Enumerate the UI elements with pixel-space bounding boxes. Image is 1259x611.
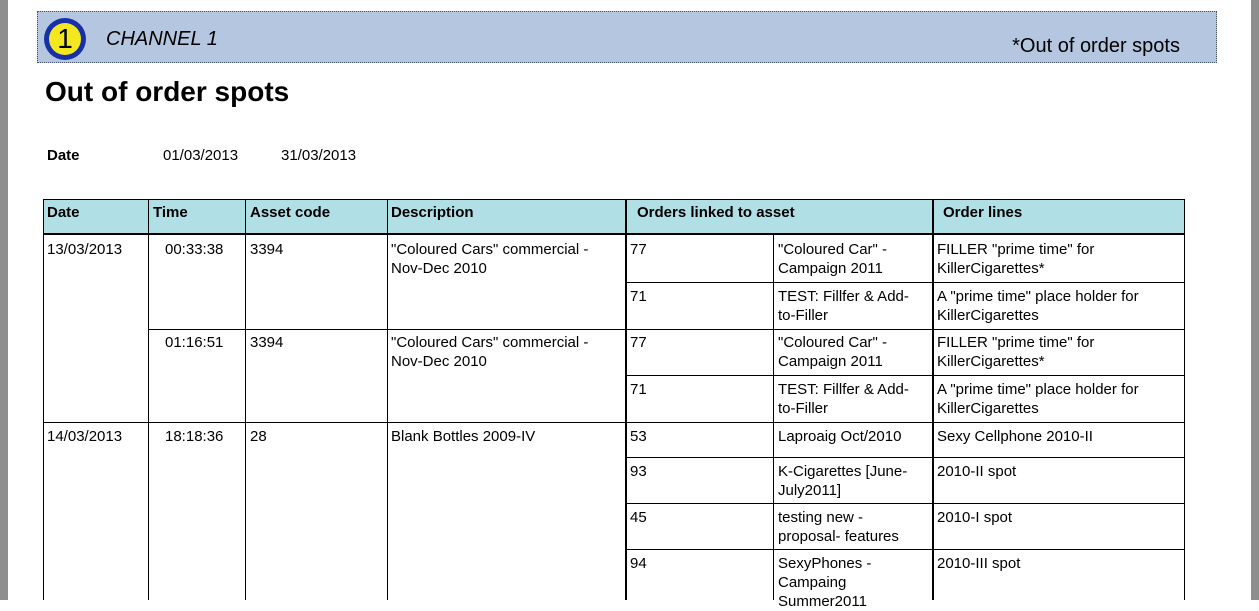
column-header-orders-linked: Orders linked to asset	[637, 204, 795, 221]
column-header-description: Description	[391, 204, 474, 221]
spot-time: 00:33:38	[165, 241, 224, 258]
column-header-order-lines: Order lines	[943, 204, 1023, 221]
order-id: 94	[630, 555, 647, 572]
order-line: 2010-II spot	[937, 463, 1017, 480]
date-range-from: 01/03/2013	[163, 147, 239, 164]
order-id: 77	[630, 241, 647, 258]
spot-description: "Coloured Cars" commercial - Nov-Dec 2010	[391, 334, 589, 370]
order-line: A "prime time" place holder for KillerCigarettes	[937, 381, 1139, 417]
column-header-asset-code: Asset code	[250, 204, 331, 221]
spot-description: "Coloured Cars" commercial - Nov-Dec 2010	[391, 241, 589, 277]
channel-name: CHANNEL 1	[106, 28, 218, 50]
order-line: Sexy Cellphone 2010-II	[937, 428, 1093, 445]
order-line: A "prime time" place holder for KillerCigarettes	[937, 288, 1139, 324]
order-name: TEST: Fillfer & Add- to-Filler	[778, 288, 909, 324]
order-id: 71	[630, 381, 647, 398]
channel-number: 1	[49, 23, 81, 55]
order-name: "Coloured Car" - Campaign 2011	[778, 241, 888, 277]
date-range-to: 31/03/2013	[281, 147, 357, 164]
order-line: FILLER "prime time" for KillerCigarettes*	[937, 241, 1095, 277]
date-range-label: Date	[47, 147, 80, 164]
order-id: 77	[630, 334, 647, 351]
order-id: 93	[630, 463, 647, 480]
column-header-time: Time	[153, 204, 188, 221]
order-id: 45	[630, 509, 647, 526]
spot-time: 01:16:51	[165, 334, 224, 351]
order-id: 53	[630, 428, 647, 445]
column-header-date: Date	[47, 204, 80, 221]
order-line: 2010-III spot	[937, 555, 1021, 572]
order-name: Laproaig Oct/2010	[778, 428, 902, 445]
order-name: "Coloured Car" - Campaign 2011	[778, 334, 888, 370]
order-line: 2010-I spot	[937, 509, 1013, 526]
group-date: 13/03/2013	[47, 241, 123, 258]
order-name: SexyPhones - Campaing Summer2011	[778, 555, 872, 610]
spot-asset-code: 28	[250, 428, 267, 445]
order-name: K-Cigarettes [June- July2011]	[778, 463, 908, 499]
order-name: testing new - proposal- features	[778, 509, 899, 545]
order-id: 71	[630, 288, 647, 305]
spot-time: 18:18:36	[165, 428, 224, 445]
group-date: 14/03/2013	[47, 428, 123, 445]
spot-asset-code: 3394	[250, 334, 284, 351]
order-line: FILLER "prime time" for KillerCigarettes*	[937, 334, 1095, 370]
spot-asset-code: 3394	[250, 241, 284, 258]
report-tag: *Out of order spots	[1012, 35, 1180, 57]
page-title: Out of order spots	[45, 76, 290, 107]
order-name: TEST: Fillfer & Add- to-Filler	[778, 381, 909, 417]
spot-description: Blank Bottles 2009-IV	[391, 428, 536, 445]
